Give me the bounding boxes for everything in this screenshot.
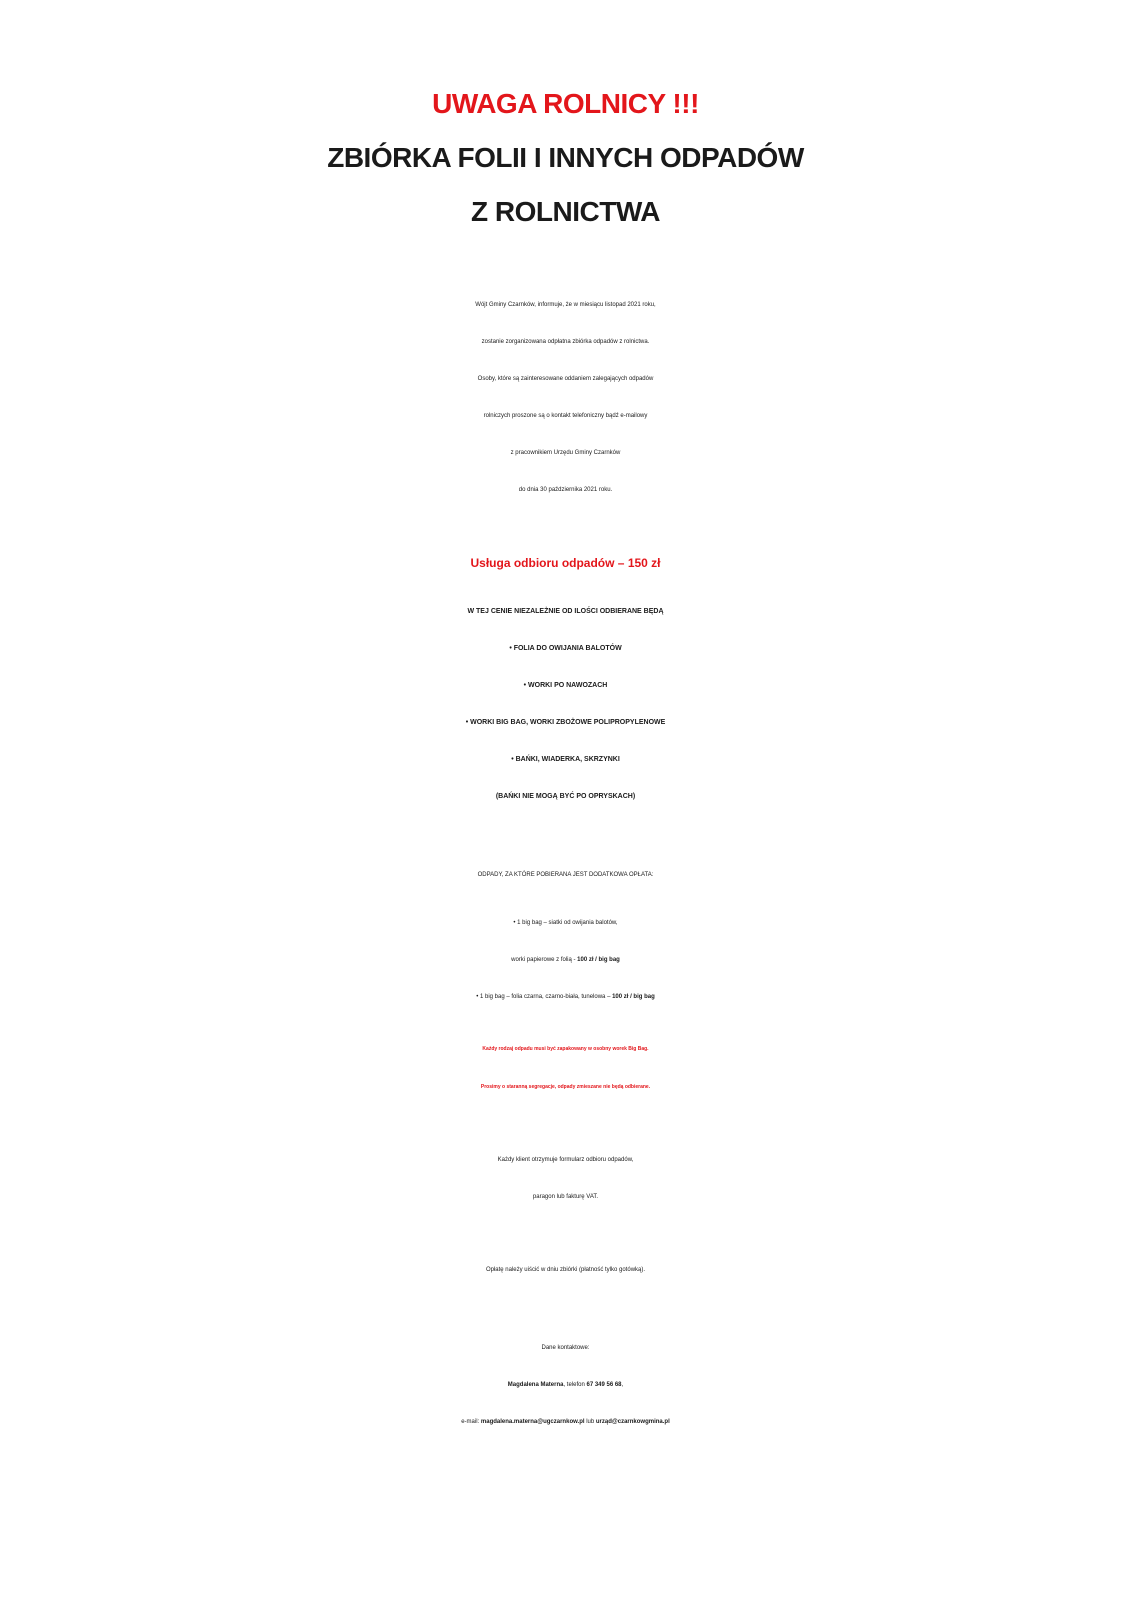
service-note: (BAŃKI NIE MOGĄ BYĆ PO OPRYSKACH) xyxy=(495,793,636,800)
title-line-2: Z ROLNICTWA xyxy=(471,196,660,227)
intro-line: zostanie zorganizowana odpłatna zbiórka odpadów z rolnictwa. xyxy=(481,339,650,345)
intro-line: z pracownikiem Urzędu Gminy Czarnków xyxy=(510,450,621,456)
contact-email-2[interactable]: urząd@czarnkowgmina.pl xyxy=(595,1419,670,1425)
contact-name: Magdalena Materna xyxy=(507,1382,564,1388)
intro-line: do dnia 30 października 2021 roku. xyxy=(518,487,613,493)
phone-suffix: , xyxy=(621,1382,624,1388)
extra-fee-item-2-text: • 1 big bag – folia czarna, czarno-biała, tunelowa – xyxy=(476,994,613,1000)
intro-line: Wójt Gminy Czarnków, informuje, że w miesiącu listopad 2021 roku, xyxy=(475,302,656,308)
service-item: • FOLIA DO OWIJANIA BALOTÓW xyxy=(509,645,622,652)
receipt-line: Każdy klient otrzymuje formularz odbioru odpadów, xyxy=(497,1157,634,1163)
title-line-1: ZBIÓRKA FOLII I INNYCH ODPADÓW xyxy=(327,142,804,173)
email-separator: lub xyxy=(584,1419,596,1425)
contact-heading: Dane kontaktowe: xyxy=(541,1345,590,1351)
service-item: • WORKI PO NAWOZACH xyxy=(523,682,608,689)
extra-fee-heading: ODPADY, ZA KTÓRE POBIERANA JEST DODATKOWA OPŁATA: xyxy=(477,872,654,878)
extra-fee-item-2-price: 100 zł / big bag xyxy=(612,994,655,1000)
service-item: • BAŃKI, WIADERKA, SKRZYNKI xyxy=(511,756,620,763)
contact-email-1[interactable]: magdalena.materna@ugczarnkow.pl xyxy=(480,1419,585,1425)
contact-emails xyxy=(0,1419,1131,1425)
extra-fee-item-1-line-2 xyxy=(0,957,1131,963)
receipt-line: paragon lub fakturę VAT. xyxy=(532,1194,599,1200)
contact-person xyxy=(0,1382,1131,1388)
service-item: • WORKI BIG BAG, WORKI ZBOŻOWE POLIPROPYLENOWE xyxy=(465,719,666,726)
extra-fee-item-2 xyxy=(0,994,1131,1000)
alert-heading: UWAGA ROLNICY !!! xyxy=(432,88,699,119)
email-label: e-mail: xyxy=(461,1419,481,1425)
packing-warning: Każdy rodzaj odpadu musi być zapakowany w osobny worek Big Bag. xyxy=(482,1046,649,1052)
extra-fee-item-1-line-1: • 1 big bag – siatki od owijania balotów, xyxy=(513,920,618,926)
intro-line: rolniczych proszone są o kontakt telefoniczny bądź e-mailowy xyxy=(483,413,648,419)
intro-line: Osoby, które są zainteresowane oddaniem zalegających odpadów xyxy=(477,376,654,382)
extra-fee-item-1-price: 100 zł / big bag xyxy=(577,957,620,963)
extra-fee-item-1-text: worki papierowe z folią - xyxy=(511,957,578,963)
phone-label: , telefon xyxy=(563,1382,587,1388)
service-line: W TEJ CENIE NIEZALEŻNIE OD ILOŚCI ODBIERANE BĘDĄ xyxy=(467,608,664,615)
contact-phone: 67 349 56 68 xyxy=(586,1382,622,1388)
segregation-warning: Prosimy o staranną segregacje, odpady zmieszane nie będą odbierane. xyxy=(480,1084,651,1090)
service-price-title: Usługa odbioru odpadów – 150 zł xyxy=(470,556,661,570)
payment-note: Opłatę należy uiścić w dniu zbiórki (płatność tylko gotówką). xyxy=(485,1267,646,1273)
